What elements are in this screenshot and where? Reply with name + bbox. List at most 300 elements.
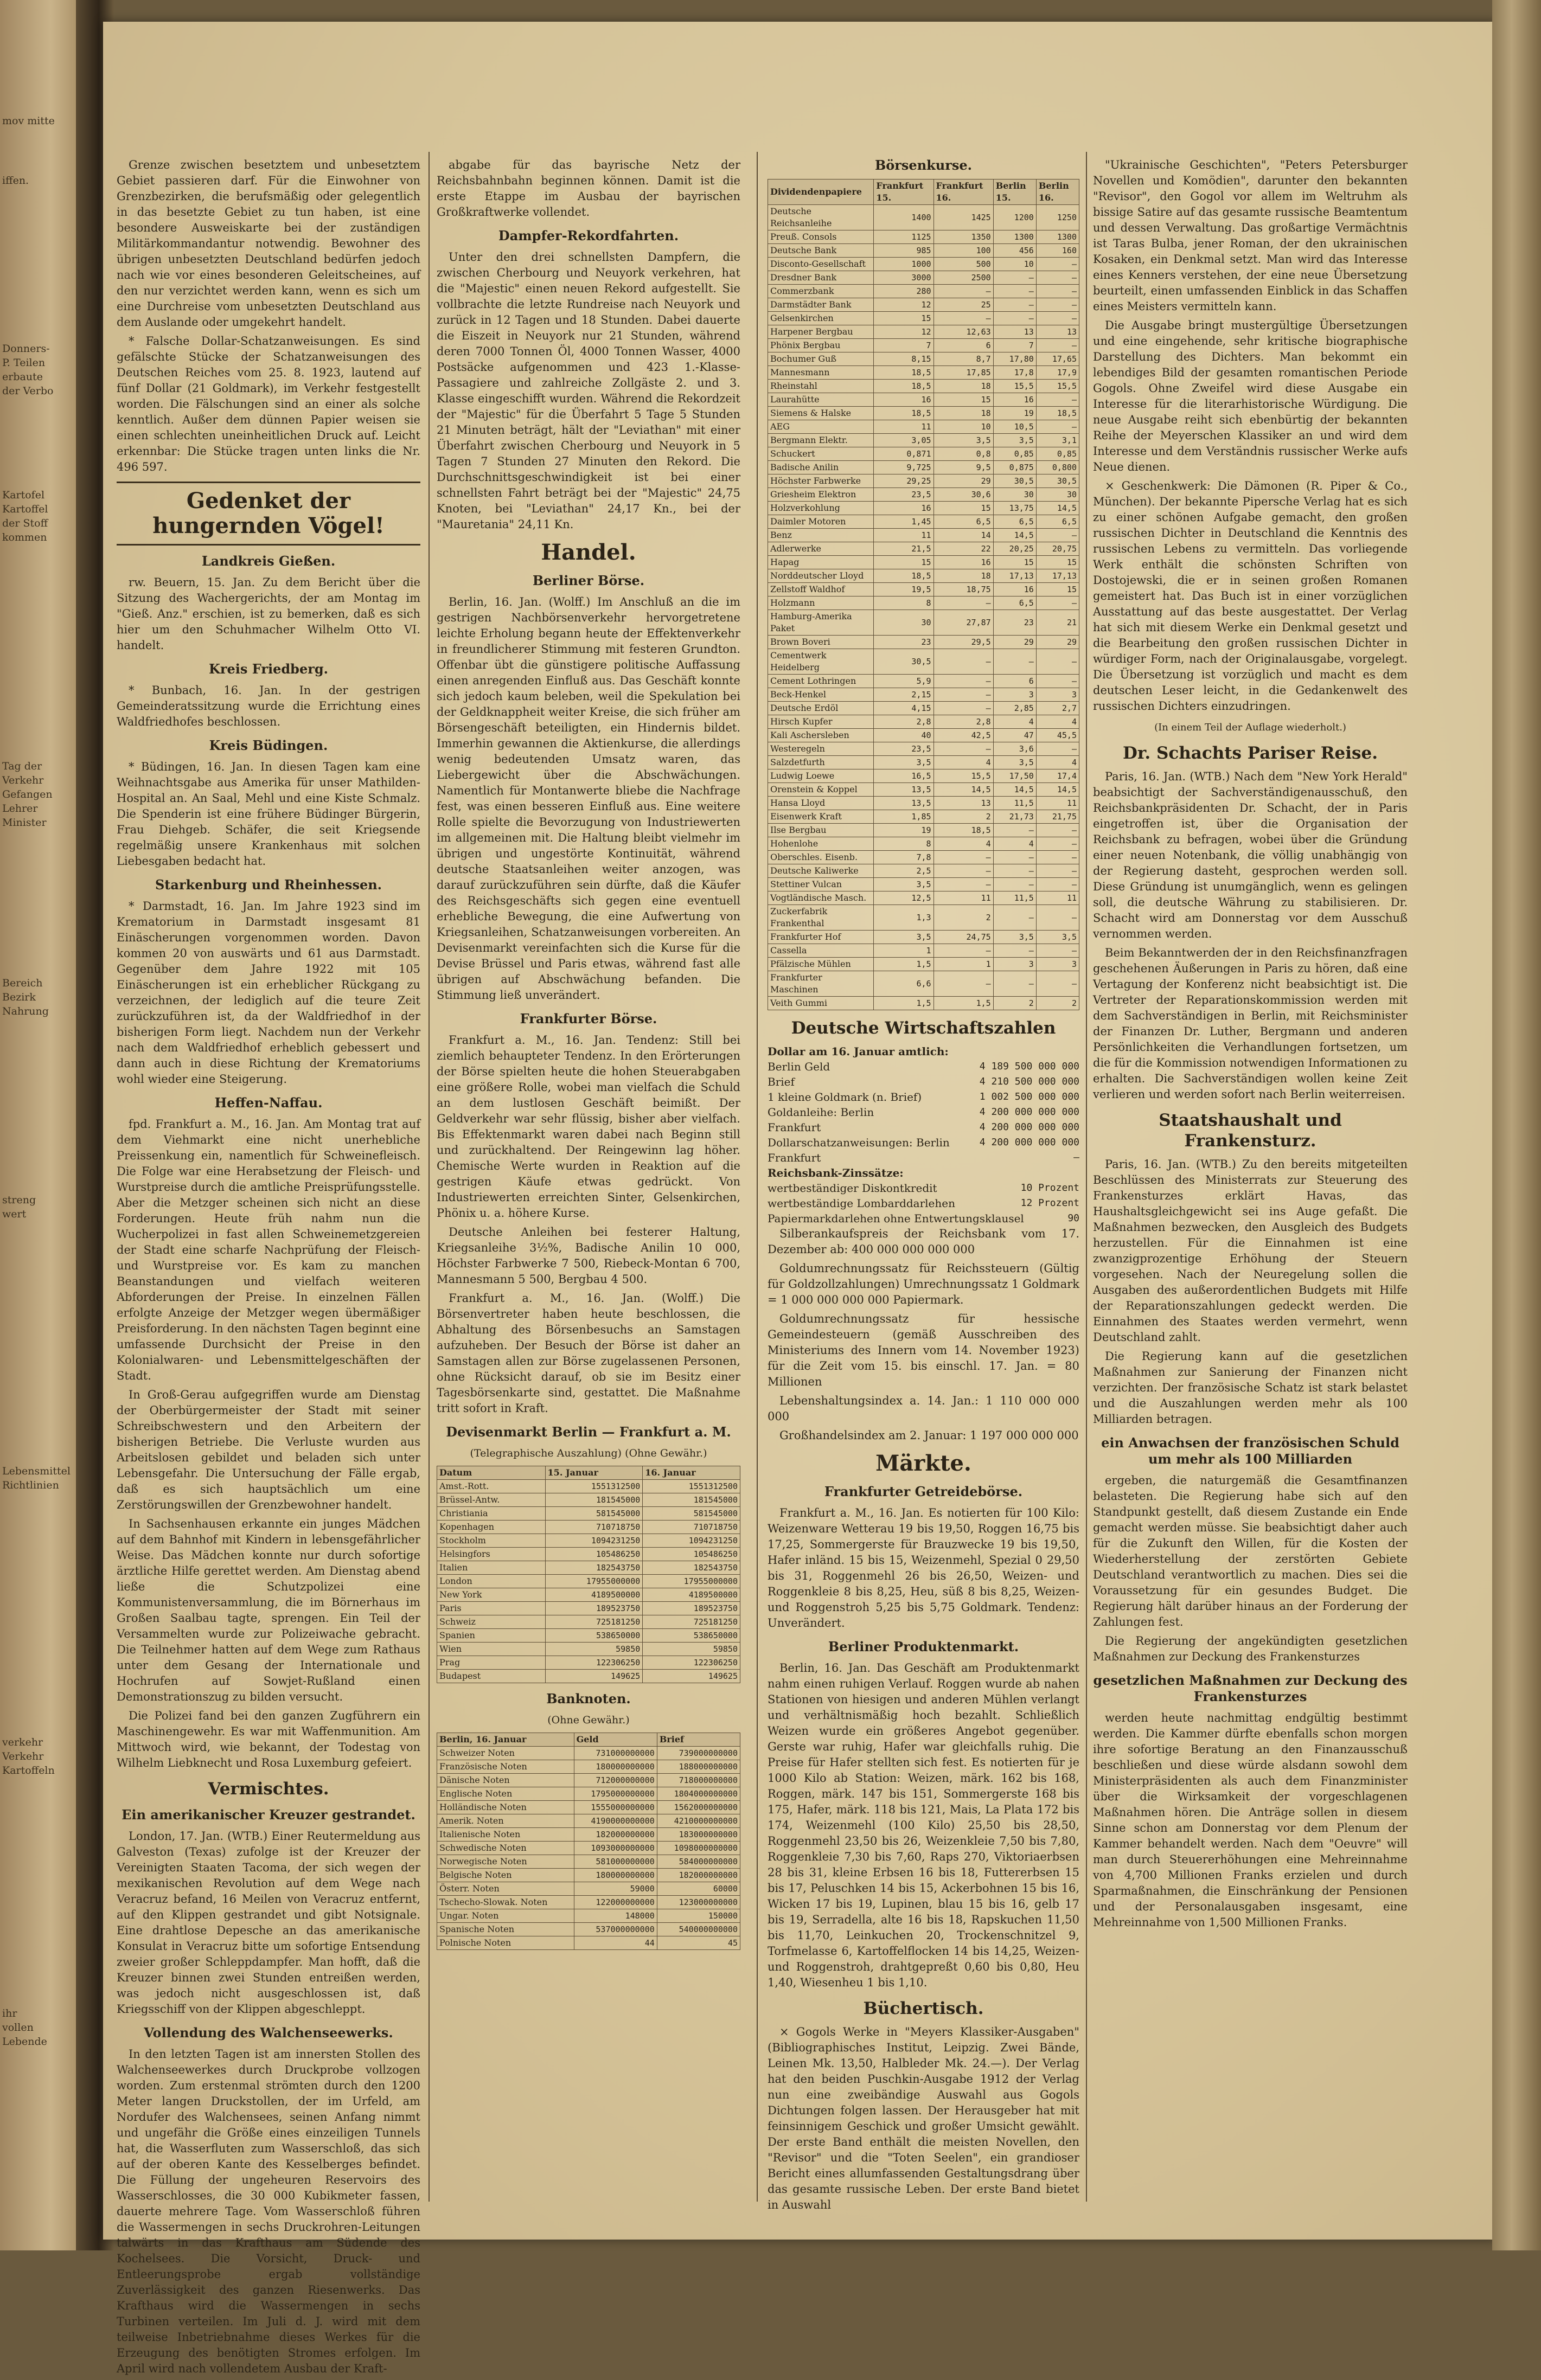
table-cell: 3 xyxy=(1036,688,1079,702)
rate-value: 12 Prozent xyxy=(1020,1197,1079,1209)
table-cell: 2,5 xyxy=(874,864,933,878)
paragraph: Beim Bekanntwerden der in den Reichsfinanzfragen geschehenen Äußerungen in Paris zu hören, daß eine Vertagung der Konferenz nicht beabsichtigt ist. Die Vertreter der Reparationskommission werden mit dem Sachverständigen in Berlin, mit Reichsminister der Finanzen Dr. Luther, Bergmann und anderen Persönlichkeiten die Verhandlungen fortsetzen, um die für die Kommission notwendigen Informationen zu erhalten. Die Sachverständigen wollen keine Zeit verlieren und werden sofort nach Berlin weiterreisen. xyxy=(1093,946,1408,1101)
table-cell: 15 xyxy=(1036,556,1079,569)
table-row xyxy=(437,1629,740,1643)
paragraph: rw. Beuern, 15. Jan. Zu dem Bericht über die Sitzung des Wachergerichts, der am Montag im "Gieß. Anz." erschien, ist zu bemerken, daß es sich hier um den Schuhmacher Wilhelm Otto VI. handelt. xyxy=(117,576,420,652)
row-label: Darmstädter Bank xyxy=(768,298,874,312)
table-cell: — xyxy=(1036,312,1079,325)
facing-page-fragment: mov mitte xyxy=(2,115,55,127)
table-row xyxy=(768,569,1079,583)
table-cell: 581545000 xyxy=(545,1507,643,1521)
table-row xyxy=(768,271,1079,285)
table-cell: 21 xyxy=(1036,610,1079,636)
table-row xyxy=(768,393,1079,407)
table-cell: 13,75 xyxy=(993,502,1036,515)
table-cell: 149625 xyxy=(643,1670,740,1683)
table-row xyxy=(437,1575,740,1588)
table-cell: 3,5 xyxy=(993,434,1036,447)
column-rule xyxy=(429,152,430,2202)
article-body xyxy=(768,1505,1079,1631)
table-row xyxy=(437,1493,740,1507)
column-rule xyxy=(757,152,758,2202)
facing-page-fragment: Kartofel Kartoffel der Stoff kommen xyxy=(2,489,48,543)
table-cell: — xyxy=(993,285,1036,298)
table-row xyxy=(768,461,1079,474)
table-cell: 538650000 xyxy=(545,1629,643,1643)
table-cell: — xyxy=(993,824,1036,837)
row-label: Zuckerfabrik Frankenthal xyxy=(768,905,874,931)
table-cell: — xyxy=(1036,971,1079,997)
table-cell: — xyxy=(933,688,993,702)
row-label: Budapest xyxy=(437,1670,546,1683)
facing-page-fragment: iffen. xyxy=(2,175,29,187)
facing-page-fragment: Tag der Verkehr Gefangen Lehrer Minister xyxy=(2,760,53,829)
table-cell: 2500 xyxy=(933,271,993,285)
table-cell: 1125 xyxy=(874,230,933,244)
table-cell: 13,5 xyxy=(874,783,933,797)
table-cell: 105486250 xyxy=(545,1548,643,1561)
table-row xyxy=(768,230,1079,244)
paragraph: Frankfurt a. M., 16. Jan. (Wolff.) Die Börsenvertreter haben heute beschlossen, die Abhaltung des Börsenbesuchs an Samstagen aufzuheben. Der Besuch der Börse ist daher an Samstagen allen zur Börse zugelassenen Personen, ohne Rücksicht darauf, ob sie im Besitz einer Tagesbörsenkarte sind, gestattet. Die Maßnahme tritt sofort in Kraft. xyxy=(437,1292,740,1415)
row-label: Italienische Noten xyxy=(437,1828,574,1842)
table-cell: 30,6 xyxy=(933,488,993,502)
table-cell: 1400 xyxy=(874,205,933,230)
table-title: Devisenmarkt Berlin — Frankfurt a. M. xyxy=(446,1424,731,1440)
table-cell: 6 xyxy=(933,339,993,352)
table-cell: 12,5 xyxy=(874,891,933,905)
table-cell: 18,5 xyxy=(874,380,933,393)
table-row xyxy=(768,636,1079,649)
table-cell: 0,85 xyxy=(993,447,1036,461)
table-cell: 13 xyxy=(1036,325,1079,339)
table-cell: 11 xyxy=(1036,797,1079,810)
row-label: Spanien xyxy=(437,1629,546,1643)
regional-news xyxy=(117,553,420,1771)
row-label: Holländische Noten xyxy=(437,1801,574,1814)
rate-label: Berlin Geld xyxy=(768,1060,830,1073)
table-cell: 13 xyxy=(933,797,993,810)
table-row xyxy=(768,380,1079,393)
table-cell: 14,5 xyxy=(993,783,1036,797)
table-cell: 581545000 xyxy=(643,1507,740,1521)
table-cell: 21,5 xyxy=(874,542,933,556)
table-cell: — xyxy=(933,878,993,891)
paragraph: Berlin, 16. Jan. (Wolff.) Im Anschluß an die im gestrigen Nachbörsenverkehr hervorgetretene leichte Erholung begann heute der Effektenverkehr in freundlicherer Stimmung mit festeren Grundton. Offenbar übt die günstigere politische Auffassung einen anregenden Einfluß aus. Das Geschäft konnte sich jedoch kaum beleben, weil die Spekulation bei der Geldknappheit weiter Kreise, die sich früher am Börsengeschäft beteiligten, ein Hindernis bildet. Immerhin gewannen die Aktienkurse, die allerdings wenig bedeutenden Umsatz waren, das Liebergewicht über die Abschwächungen. Namentlich für Montanwerte bliebe die Nachfrage fest, was einen besseren Einfluß aus. Eine weitere Rolle spielte die Bevorzugung von Industriewerten im allgemeinen mit. Die Haltung bleibt vielmehr im übrigen und ungestörte Kontinuität, während deutsche Staatsanleihen weiter anzogen, was darauf zurückzuführen sein dürfte, daß die Käufer des Reichsgeschäfts sich gegen eine eventuell erhebliche Bewegung, die eine Aufwertung von Kriegsanleihen, Schatzanweisungen vorbereiten. An Devisenmarkt vereinfachten sich die Kurse für die Devise Brüssel und Paris etwas, während fast alle übrigen auf Abschwächung befanden. Die Stimmung ließ unverändert. xyxy=(437,595,740,1002)
table-cell: 6,6 xyxy=(874,971,933,997)
table-row xyxy=(437,1760,740,1774)
facing-page-fragment: Lebensmittel Richtlinien xyxy=(2,1465,71,1491)
table-cell: 122306250 xyxy=(643,1656,740,1670)
row-label: Stockholm xyxy=(437,1534,546,1548)
table-cell: 30 xyxy=(874,610,933,636)
table-cell: 1094231250 xyxy=(545,1534,643,1548)
article-body xyxy=(1093,1710,1408,1930)
table-cell: 4 xyxy=(993,837,1036,851)
rate-row xyxy=(768,1089,1079,1105)
table-cell: 0,8 xyxy=(933,447,993,461)
table-row xyxy=(437,1561,740,1575)
table-cell: 59000 xyxy=(574,1882,657,1896)
table-cell: 3,5 xyxy=(993,931,1036,944)
table-cell: — xyxy=(1036,298,1079,312)
table-cell: 189523750 xyxy=(643,1602,740,1615)
paragraph: In Groß-Gerau aufgegriffen wurde am Dienstag der Oberbürgermeister der Stadt mit seiner Schreibschwestern und den Arbeitern der bisherigen Betriebe. Die Verluste wurden aus Arbeitslosen gebildet und beladen sich unter Lebensgefahr. Die Untersuchung der Fälle ergab, daß es sich hauptsächlich um eine Zerstörungswillen der Grenzbewohner handelt. xyxy=(117,1388,420,1511)
paragraph: werden heute nachmittag endgültig bestimmt werden. Die Kammer dürfte ebenfalls schon morgen ihre sofortige Beratung an den Finanzausschuß beschließen und diese würde alsdann sowohl dem Ministerpräsidenten als auch dem Finanzminister über die Wirksamkeit der vorgeschlagenen Maßnahmen hören. Die Anträge sollen in diesem Sinne schon am Donnerstag vor dem Plenum der Kammer behandelt werden. Nach dem "Oeuvre" will man durch Steuererhöhungen eine Mehreinnahme von 4,700 Millionen Franks erzielen und durch Sparmaßnahmen, die Einschränkung der Pensionen und der Personalausgaben insgesamt, eine Mehreinnahme von 1,500 Millionen Franks. xyxy=(1093,1711,1408,1929)
table-cell: 739000000000 xyxy=(657,1747,740,1760)
rate-row xyxy=(768,1120,1079,1135)
rate-label: 1 kleine Goldmark (n. Brief) xyxy=(768,1090,922,1104)
table-row xyxy=(768,783,1079,797)
row-label: Amst.-Rott. xyxy=(437,1480,546,1493)
row-label: Holzverkohlung xyxy=(768,502,874,515)
section-title-handel: Handel. xyxy=(541,540,636,565)
table-cell: 7 xyxy=(874,339,933,352)
table-cell: 1000 xyxy=(874,258,933,271)
row-label: Griesheim Elektron xyxy=(768,488,874,502)
table-cell: 160 xyxy=(1036,244,1079,258)
table-cell: 40 xyxy=(874,729,933,742)
table-cell: — xyxy=(1036,851,1079,864)
column-header: Berlin 16. xyxy=(1036,179,1079,205)
table-cell: 1300 xyxy=(1036,230,1079,244)
rate-value: 4 200 000 000 000 xyxy=(979,1121,1079,1133)
table-cell: 15 xyxy=(933,393,993,407)
table-cell: 584000000000 xyxy=(657,1855,740,1869)
table-row xyxy=(768,352,1079,366)
reichsbank-title: Reichsbank-Zinssätze: xyxy=(768,1166,904,1179)
table-row xyxy=(768,837,1079,851)
rate-label: wertbeständige Lombarddarlehen xyxy=(768,1197,955,1210)
table-row xyxy=(437,1787,740,1801)
table-row xyxy=(437,1896,740,1909)
table-row xyxy=(437,1801,740,1814)
table-row xyxy=(768,474,1079,488)
article-body xyxy=(1093,769,1408,1102)
table-row xyxy=(768,447,1079,461)
row-label: Orenstein & Koppel xyxy=(768,783,874,797)
rate-row xyxy=(768,1211,1079,1226)
article-body xyxy=(437,249,740,533)
table-cell: 14,5 xyxy=(993,529,1036,542)
row-label: Tschecho-Slowak. Noten xyxy=(437,1896,574,1909)
table-cell: 4189500000 xyxy=(545,1588,643,1602)
table-cell: 1,45 xyxy=(874,515,933,529)
banknoten-table xyxy=(437,1733,740,1950)
table-cell: 6,5 xyxy=(993,515,1036,529)
table-row xyxy=(437,1656,740,1670)
column-header: Frankfurt 15. xyxy=(874,179,933,205)
table-cell: — xyxy=(1036,864,1079,878)
row-label: Bochumer Guß xyxy=(768,352,874,366)
table-cell: 0,800 xyxy=(1036,461,1079,474)
row-label: Badische Anilin xyxy=(768,461,874,474)
table-cell: 105486250 xyxy=(643,1548,740,1561)
table-cell: — xyxy=(993,649,1036,675)
paragraph: Lebenshaltungsindex a. 14. Jan.: 1 110 000 000 000 xyxy=(768,1394,1079,1423)
table-row xyxy=(768,851,1079,864)
table-cell: 20,75 xyxy=(1036,542,1079,556)
row-label: Ludwig Loewe xyxy=(768,769,874,783)
table-cell: 17,13 xyxy=(993,569,1036,583)
table-cell: 30,5 xyxy=(1036,474,1079,488)
table-cell: 17,13 xyxy=(1036,569,1079,583)
table-cell: 2,8 xyxy=(874,715,933,729)
reichsbank-rates xyxy=(768,1181,1079,1226)
table-cell: 45,5 xyxy=(1036,729,1079,742)
subsection-title: Frankfurter Börse. xyxy=(520,1011,657,1027)
column-2 xyxy=(437,157,740,1950)
row-label: Commerzbank xyxy=(768,285,874,298)
row-label: Deutsche Reichsanleihe xyxy=(768,205,874,230)
table-cell: 123000000000 xyxy=(657,1896,740,1909)
table-cell: 1551312500 xyxy=(643,1480,740,1493)
row-label: Amerik. Noten xyxy=(437,1814,574,1828)
table-cell: 18 xyxy=(933,380,993,393)
table-cell: 17,9 xyxy=(1036,366,1079,380)
table-cell: 182000000000 xyxy=(574,1828,657,1842)
subsection-title: Berliner Produktenmarkt. xyxy=(828,1639,1019,1654)
table-cell: 18 xyxy=(933,407,993,420)
table-cell: 8 xyxy=(874,596,933,610)
table-cell: 1804000000000 xyxy=(657,1787,740,1801)
table-cell: 7 xyxy=(993,339,1036,352)
table-cell: 4189500000 xyxy=(643,1588,740,1602)
column-header: 15. Januar xyxy=(545,1466,643,1480)
table-subtitle: (Telegraphische Auszahlung) (Ohne Gewähr.) xyxy=(470,1447,707,1459)
row-label: Hohenlohe xyxy=(768,837,874,851)
table-cell: 47 xyxy=(993,729,1036,742)
table-row xyxy=(437,1643,740,1656)
row-label: Norwegische Noten xyxy=(437,1855,574,1869)
table-cell: 1093000000000 xyxy=(574,1842,657,1855)
table-cell: — xyxy=(993,905,1036,931)
facing-page-fragment: Bereich Bezirk Nahrung xyxy=(2,977,49,1017)
table-cell: 17,85 xyxy=(933,366,993,380)
table-cell: 10,5 xyxy=(993,420,1036,434)
row-label: Prag xyxy=(437,1656,546,1670)
article-body xyxy=(768,1660,1079,1991)
table-cell: — xyxy=(933,285,993,298)
table-cell: 15,5 xyxy=(933,769,993,783)
row-label: Adlerwerke xyxy=(768,542,874,556)
rate-value: 4 200 000 000 000 xyxy=(979,1106,1079,1118)
table-cell: — xyxy=(933,312,993,325)
section-title: Deutsche Wirtschaftszahlen xyxy=(791,1018,1056,1038)
facing-page-fragment: ihr vollen Lebende xyxy=(2,2007,47,2048)
table-row xyxy=(437,1882,740,1896)
paragraph: Die Regierung kann auf die gesetzlichen Maßnahmen zur Sanierung der Finanzen nicht verzichten. Der französische Schatz ist stark belastet und die Auszahlungen werden mehr als 100 Milliarden betragen. xyxy=(1093,1350,1408,1426)
row-label: Salzdetfurth xyxy=(768,756,874,769)
table-cell: 30 xyxy=(1036,488,1079,502)
table-cell: — xyxy=(993,298,1036,312)
section-title: Starkenburg und Rheinhessen. xyxy=(155,877,382,893)
table-title: Börsenkurse. xyxy=(874,157,973,173)
article-body xyxy=(437,594,740,1003)
row-label: Phönix Bergbau xyxy=(768,339,874,352)
row-label: Hirsch Kupfer xyxy=(768,715,874,729)
article-title: Dr. Schachts Pariser Reise. xyxy=(1122,743,1378,763)
table-cell: 2 xyxy=(933,905,993,931)
table-cell: 4 xyxy=(933,837,993,851)
row-label: Deutsche Erdöl xyxy=(768,702,874,715)
section-title: Büchertisch. xyxy=(863,1999,984,2018)
paragraph: In den letzten Tagen ist am innersten Stollen des Walchenseewerkes durch Druckprobe vollzogen worden. Zum erstenmal strömten durch den 1200 Meter langen Druckstollen, der im Urfeld, am Nordufer des Walchensees, seinen Anfang nimmt und ungefähr die Größe eines einzeiligen Tunnels hat, die Wasserfluten zum Wasserschloß, das sich auf der oberen Kante des Kesselberges befindet. Die Füllung der ungeheuren Reservoirs des Wasserschlosses, die 30 000 Kubikmeter fassen, dauerte mehrere Tage. Vom Wasserschloß führen die Wassermengen in sechs Druckrohren-Leitungen talwärts in das Krafthaus am Südende des Kochelsees. Die Vorsicht, Druck- und Entleerungsprobe ergab vollständige Zuverlässigkeit des ganzen Riesenwerks. Das Krafthaus wird die Wassermengen in sechs Turbinen verteilen. Im Juli d. J. wird mit dem teilweise Inbetriebnahme dieses Werkes für die Erzeugung des benötigten Stromes erfolgen. Im April wird nach vollendetem Ausbau der Kraft- xyxy=(117,2048,420,2375)
table-cell: 3,5 xyxy=(874,756,933,769)
section-title: Ein amerikanischer Kreuzer gestrandet. xyxy=(122,1807,415,1823)
row-label: Deutsche Kaliwerke xyxy=(768,864,874,878)
table-cell: 12 xyxy=(874,325,933,339)
table-row xyxy=(768,244,1079,258)
table-cell: 6 xyxy=(993,675,1036,688)
table-cell: 1200 xyxy=(993,205,1036,230)
paragraph: Deutsche Anleihen bei festerer Haltung, Kriegsanleihe 3½%, Badische Anilin 10 000, Höchster Farbwerke 7 500, Riebeck-Montan 6 700, Mannesmann 5 500, Bergbau 4 500. xyxy=(437,1226,740,1286)
row-label: Paris xyxy=(437,1602,546,1615)
paragraph: In Sachsenhausen erkannte ein junges Mädchen auf dem Bahnhof mit Kindern in lebensgefährlicher Weise. Das Mädchen konnte nur durch sofortige ärztliche Hilfe gerettet werden. Am Dienstag abend ließe die Schutzpolizei eine Kommunistenversammlung, die im Börnerhaus im Großen Saalbau tagte, sprengen. Ein Teil der Versammelten wurde zur Polizeiwache gebracht. Die Teilnehmer hatten auf dem Wege zum Rathaus unter dem Gesang der Internationale und Hochrufen auf Sowjet-Rußland einen Demonstrationszug zu bilden versucht. xyxy=(117,1517,420,1703)
table-cell: 4 xyxy=(933,756,993,769)
table-row xyxy=(768,515,1079,529)
table-cell: — xyxy=(993,864,1036,878)
table-cell: 10 xyxy=(993,258,1036,271)
banner-headline: Gedenket der hungernden Vögel! xyxy=(117,482,420,546)
table-cell: 189523750 xyxy=(545,1602,643,1615)
row-label: Cement Lothringen xyxy=(768,675,874,688)
table-row xyxy=(768,339,1079,352)
economic-figures xyxy=(768,1226,1079,1444)
table-row xyxy=(768,864,1079,878)
paragraph: Silberankaufspreis der Reichsbank vom 17. Dezember ab: 400 000 000 000 000 xyxy=(768,1227,1079,1256)
table-cell: 16 xyxy=(933,556,993,569)
table-cell: — xyxy=(993,851,1036,864)
page-stack-edge xyxy=(1492,0,1541,2250)
row-label: Beck-Henkel xyxy=(768,688,874,702)
row-label: London xyxy=(437,1575,546,1588)
row-label: Dänische Noten xyxy=(437,1774,574,1787)
table-row xyxy=(437,1602,740,1615)
table-cell: 60000 xyxy=(657,1882,740,1896)
table-cell: 18,75 xyxy=(933,583,993,596)
table-cell: 8 xyxy=(874,837,933,851)
table-cell: — xyxy=(1036,824,1079,837)
row-label: Daimler Motoren xyxy=(768,515,874,529)
column-header: Dividendenpapiere xyxy=(768,179,874,205)
paragraph: × Geschenkwerk: Die Dämonen (R. Piper & Co., München). Der bekannte Pipersche Verlag hat es sich zu einer schönen Aufgabe gemacht, den großen russischen Dichter in Deutschland die Kenntnis des russischen Lebens zu vermitteln. Das vorliegende Werk enthält die schönsten Schriften von Dostojewski, die er in seinen großen Romanen gemeistert hat. Das Buch ist in einer vorzüglichen Ausstattung auf das beste ausgestattet. Der Verlag hat sich mit diesem Werke ein Denkmal gesetzt und die Bearbeitung den großen russischen Dichter in würdiger Form, nach der Originalausgabe, vorgelegt. Die Übersetzung ist vorzüglich und macht es dem deutschen Leser leicht, in die Gedankenwelt des russischen Dichters einzudringen. xyxy=(1093,479,1408,713)
table-cell: 4 xyxy=(1036,756,1079,769)
table-cell: 581000000000 xyxy=(574,1855,657,1869)
table-row xyxy=(437,1521,740,1534)
table-cell: 29 xyxy=(993,636,1036,649)
table-cell: 150000 xyxy=(657,1909,740,1923)
table-cell: — xyxy=(1036,878,1079,891)
paragraph: Goldumrechnungssatz für hessische Gemeindesteuern (gemäß Ausschreiben des Ministeriums des Innern vom 14. November 1923) für die Zeit vom 15. bis einschl. 17. Jan. = 80 Millionen xyxy=(768,1312,1079,1388)
row-label: Preuß. Consols xyxy=(768,230,874,244)
article-body xyxy=(768,2024,1079,2213)
table-cell: 149625 xyxy=(545,1670,643,1683)
table-cell: 27,87 xyxy=(933,610,993,636)
paragraph: Frankfurt a. M., 16. Jan. Es notierten für 100 Kilo: Weizenware Wetterau 19 bis 19,50, Roggen 16,75 bis 17,25, Sommergerste für Brauzwecke 19 bis 19,50, Hafer inländ. 15 bis 15, Weizenmehl, Spezial 0 29,50 bis 31, Roggenmehl 26 bis 26,50, Weizen- und Roggenkleie 8 bis 8,25, Heu, süß 8 bis 8,25, Weizen- und Roggenstroh 5,25 bis 5,75 Goldmark. Tendenz: Unverändert. xyxy=(768,1506,1079,1630)
column-4 xyxy=(1093,157,1408,1934)
table-cell: 13,5 xyxy=(874,797,933,810)
table-cell: 17,65 xyxy=(1036,352,1079,366)
table-row xyxy=(768,205,1079,230)
table-cell: 710718750 xyxy=(545,1521,643,1534)
table-cell: 11 xyxy=(874,420,933,434)
table-cell: 182543750 xyxy=(643,1561,740,1575)
table-cell: 0,875 xyxy=(993,461,1036,474)
table-row xyxy=(437,1774,740,1787)
table-cell: — xyxy=(1036,596,1079,610)
row-label: Westeregeln xyxy=(768,742,874,756)
table-cell: 0,85 xyxy=(1036,447,1079,461)
row-label: Schweizer Noten xyxy=(437,1747,574,1760)
table-cell: 537000000000 xyxy=(574,1923,657,1936)
table-row xyxy=(437,1923,740,1936)
facing-page-fragment: verkehr Verkehr Kartoffeln xyxy=(2,1736,55,1776)
row-label: Stettiner Vulcan xyxy=(768,878,874,891)
table-cell: 4190000000000 xyxy=(574,1814,657,1828)
rate-row xyxy=(768,1150,1079,1165)
column-header: Berlin 15. xyxy=(993,179,1036,205)
paragraph: London, 17. Jan. (WTB.) Einer Reutermeldung aus Galveston (Texas) zufolge ist der Kreuzer der Vereinigten Staaten Tacoma, der sich wegen der mexikanischen Revolution auf dem Wege nach Veracruz befand, 16 Meilen von Veracruz entfernt, auf den Klippen gestrandet und gibt Notsignale. Eine drahtlose Depesche an das amerikanische Konsulat in Veracruz bitte um sofortige Entsendung zweier großer Schleppdampfer. Man hofft, daß die Kreuzer binnen zwei Stunden entreißen werden, was jedoch nicht ausgeschlossen ist, daß Kriegsschiff von der Klippen abgeschleppt. xyxy=(117,1830,420,2016)
rate-row xyxy=(768,1135,1079,1150)
table-cell: 12 xyxy=(874,298,933,312)
table-cell: 1300 xyxy=(993,230,1036,244)
row-label: Norddeutscher Lloyd xyxy=(768,569,874,583)
table-cell: 11,5 xyxy=(993,891,1036,905)
table-cell: 1,3 xyxy=(874,905,933,931)
paragraph: "Ukrainische Geschichten", "Peters Petersburger Novellen und Komödien", darunter den bekannten "Revisor", den Gogol vor allem im Weltruhm als bissige Satire auf das gesamte russische Beamtentum und dessen Verwaltung. Das großartige Vermächtnis ist Taras Bulba, jener Roman, der den ukrainischen Kosaken, ein Denkmal setzt. Man wird das Interesse eines Kenners verstehen, der eine neue Übersetzung beurteilt, einen umfassenden Einblick in das Schaffen eines Meisters vermitteln kann. xyxy=(1093,158,1408,313)
table-cell: 20,25 xyxy=(993,542,1036,556)
rate-value: 1 002 500 000 000 xyxy=(979,1091,1079,1102)
table-title: Banknoten. xyxy=(546,1691,631,1707)
table-cell: 19 xyxy=(993,407,1036,420)
table-cell: 17,80 xyxy=(993,352,1036,366)
table-cell: — xyxy=(1036,271,1079,285)
table-cell: — xyxy=(933,596,993,610)
table-row xyxy=(768,298,1079,312)
section-title: Kreis Büdingen. xyxy=(209,737,328,753)
table-cell: 725181250 xyxy=(545,1615,643,1629)
table-cell: 15 xyxy=(874,556,933,569)
paragraph: Paris, 16. Jan. (WTB.) Nach dem "New York Herald" beabsichtigt der Sachverständigenausschuß, den Reichsbankpräsidenten Dr. Schacht, der in Paris eingetroffen ist, über die Organisation der Reichsbank zu befragen, wobei über die Gründung einer neuen Notenbank, die völlig unabhängig von der Regierung dasteht, gesprochen werden soll. Diese Gründung ist unumgänglich, wenn es gelingen soll, die deutsche Währung zu stabilisieren. Dr. Schacht wird am Donnerstag vor dem Ausschuß vernommen werden. xyxy=(1093,770,1408,940)
table-cell: 1,85 xyxy=(874,810,933,824)
table-cell: 17,8 xyxy=(993,366,1036,380)
table-row xyxy=(768,488,1079,502)
table-row xyxy=(768,997,1079,1010)
table-row xyxy=(768,742,1079,756)
table-cell: 4 xyxy=(993,715,1036,729)
row-label: Christiania xyxy=(437,1507,546,1521)
table-cell: 8,7 xyxy=(933,352,993,366)
row-label: Hansa Lloyd xyxy=(768,797,874,810)
row-label: Deutsche Bank xyxy=(768,244,874,258)
table-cell: — xyxy=(1036,742,1079,756)
table-row xyxy=(768,971,1079,997)
row-label: Spanische Noten xyxy=(437,1923,574,1936)
table-cell: — xyxy=(993,878,1036,891)
table-cell: 22 xyxy=(933,542,993,556)
paragraph: * Bunbach, 16. Jan. In der gestrigen Gemeinderatssitzung wurde die Errichtung eines Waldfriedhofes beschlossen. xyxy=(117,684,420,728)
paragraph: Die Regierung der angekündigten gesetzlichen Maßnahmen zur Deckung des Frankensturzes xyxy=(1093,1634,1408,1663)
table-cell: 2 xyxy=(933,810,993,824)
table-cell: 18,5 xyxy=(874,366,933,380)
vermischtes-section xyxy=(117,1807,420,2377)
facing-page-fragment: streng wert xyxy=(2,1194,36,1220)
table-cell: 122000000000 xyxy=(574,1896,657,1909)
boersenkurse-table xyxy=(768,179,1079,1010)
table-cell: 15 xyxy=(993,556,1036,569)
row-label: Cassella xyxy=(768,944,874,958)
rate-value: 4 200 000 000 000 xyxy=(979,1137,1079,1148)
